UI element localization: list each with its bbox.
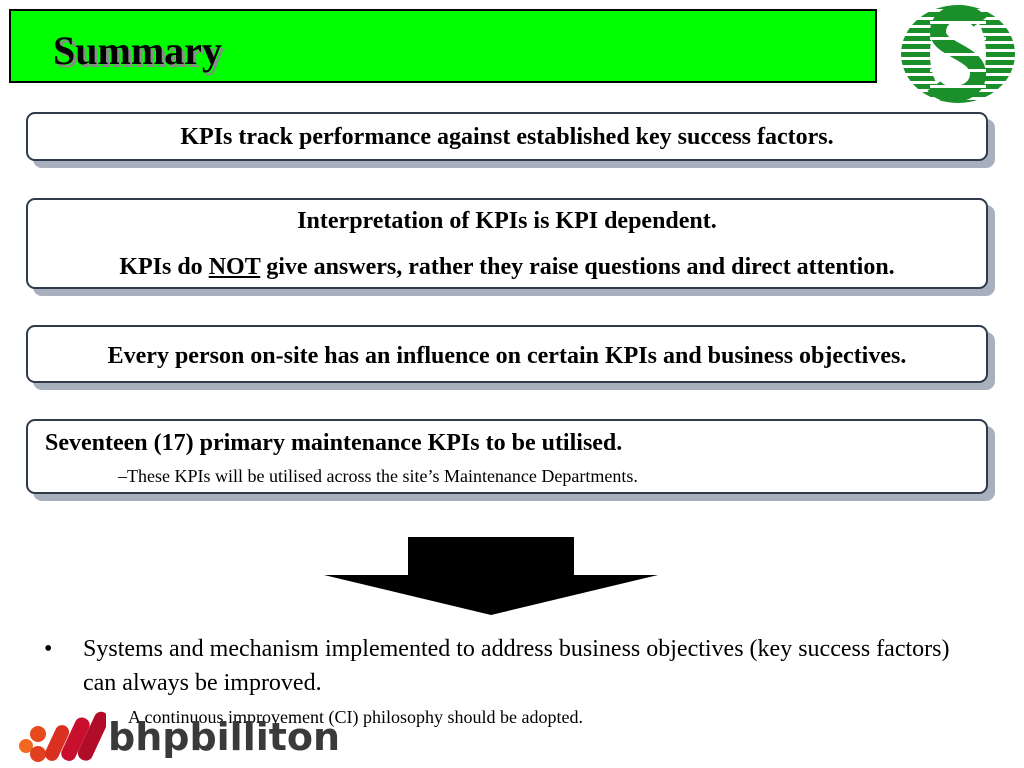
kpi-summary-box-1	[26, 112, 988, 161]
box3-text: Every person on-site has an influence on certain KPIs and business objectives.	[107, 343, 907, 369]
kpi-summary-box-2	[26, 198, 988, 289]
main-bullet-text: Systems and mechanism implemented to address business objectives (key success factors) can always be improved.	[83, 636, 950, 696]
title-bar	[9, 9, 877, 83]
green-s-logo	[900, 4, 1016, 104]
sub-bullet-text: A continuous improvement (CI) philosophy should be adopted.	[128, 707, 583, 727]
box2-line1: Interpretation of KPIs is KPI dependent.	[297, 208, 717, 234]
page-title: Summary	[53, 28, 222, 73]
box4-subtext: –These KPIs will be utilised across the site’s Maintenance Departments.	[118, 466, 638, 486]
box4-text: Seventeen (17) primary maintenance KPIs to be utilised.	[45, 430, 623, 456]
box2-line2-post: give answers, rather they raise questions and direct attention.	[260, 254, 895, 280]
kpi-summary-box-3	[26, 325, 988, 383]
kpi-summary-box-4	[26, 419, 988, 494]
box2-line2	[28, 255, 986, 279]
bhp-billiton-mark	[16, 706, 106, 764]
bhp-billiton-wordmark: bhpbilliton	[108, 715, 341, 759]
box1-text: KPIs track performance against established key success factors.	[180, 124, 834, 150]
down-arrow-icon	[324, 537, 658, 615]
box2-line2-pre: KPIs do	[119, 254, 209, 280]
bullet-marker: •	[44, 636, 53, 662]
box2-line2-emphasis: NOT	[208, 254, 261, 280]
